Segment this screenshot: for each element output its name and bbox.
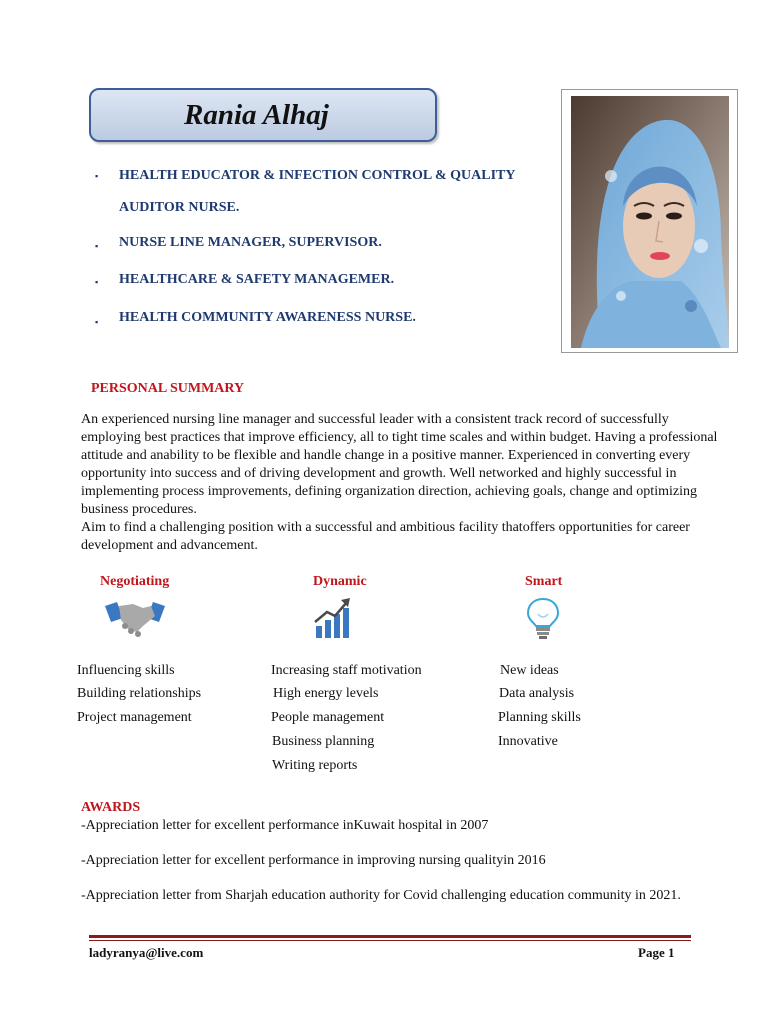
portrait-image [571,96,729,348]
skill-item: Writing reports [272,758,358,773]
role-item: ▪ HEALTH COMMUNITY AWARENESS NURSE. [95,298,565,338]
skill-item: Planning skills [498,710,581,725]
role-item: ▪ HEALTH EDUCATOR & INFECTION CONTROL & QUALITY [95,160,565,192]
footer-rule [89,935,691,938]
skill-item: Project management [77,710,192,725]
skill-item: Influencing skills [77,663,175,678]
award-item: -Appreciation letter from Sharjah education authority for Covid challenging education community in 2021. [81,888,681,903]
skill-item: People management [271,710,385,725]
personal-summary-heading: PERSONAL SUMMARY [91,381,245,396]
skill-item: Innovative [498,734,558,749]
role-item: ▪ HEALTHCARE & SAFETY MANAGEMER. [95,262,565,298]
skill-item: Business planning [272,734,375,749]
trait-heading-dynamic: Dynamic [313,574,367,589]
lightbulb-icon [525,596,561,645]
trait-heading-smart: Smart [525,574,563,589]
role-list [95,160,565,338]
awards-heading: AWARDS [81,800,141,815]
footer-rule-thin [89,940,691,941]
skill-item: Data analysis [499,686,575,701]
award-item: -Appreciation letter for excellent performance in improving nursing qualityin 2016 [81,853,546,868]
skill-item: High energy levels [273,686,379,701]
bullet-icon: ▪ [95,277,99,287]
summary-paragraph: An experienced nursing line manager and successful leader with a consistent track record of successfully employing best practices that improve efficiency, all to tight time scales and within budget. Having a professional attitude and anability to be flexible and handle change in a positive manner. Experienced in converting every opportunity into success and of driving development and growth. Well networked and highly successful in implementing process improvements, defining organization direction, achieving goals, change and optimizing business procedures. [81,412,718,517]
person-name: Rania Alhaj [184,98,329,131]
role-item-continuation: AUDITOR NURSE. [119,200,240,215]
awards-list [81,817,701,905]
handshake-icon [103,596,167,645]
skill-item: New ideas [500,663,559,678]
award-item: -Appreciation letter for excellent performance inKuwait hospital in 2007 [81,818,489,833]
role-item: ▪ NURSE LINE MANAGER, SUPERVISOR. [95,224,565,262]
bullet-icon: ▪ [95,171,99,181]
bullet-icon: ▪ [95,241,99,251]
page-number: Page 1 [638,945,675,960]
footer-email: ladyranya@live.com [89,945,204,960]
personal-summary-text [81,411,721,555]
growth-chart-icon [313,596,353,645]
summary-paragraph: Aim to find a challenging position with a successful and ambitious facility thatoffers opportunities for career development and advancement. [81,520,690,553]
skill-item: Increasing staff motivation [271,663,422,678]
bullet-icon: ▪ [95,317,99,327]
trait-heading-negotiating: Negotiating [100,574,170,589]
profile-photo [561,89,738,353]
name-banner [89,88,437,142]
skill-item: Building relationships [77,686,202,701]
